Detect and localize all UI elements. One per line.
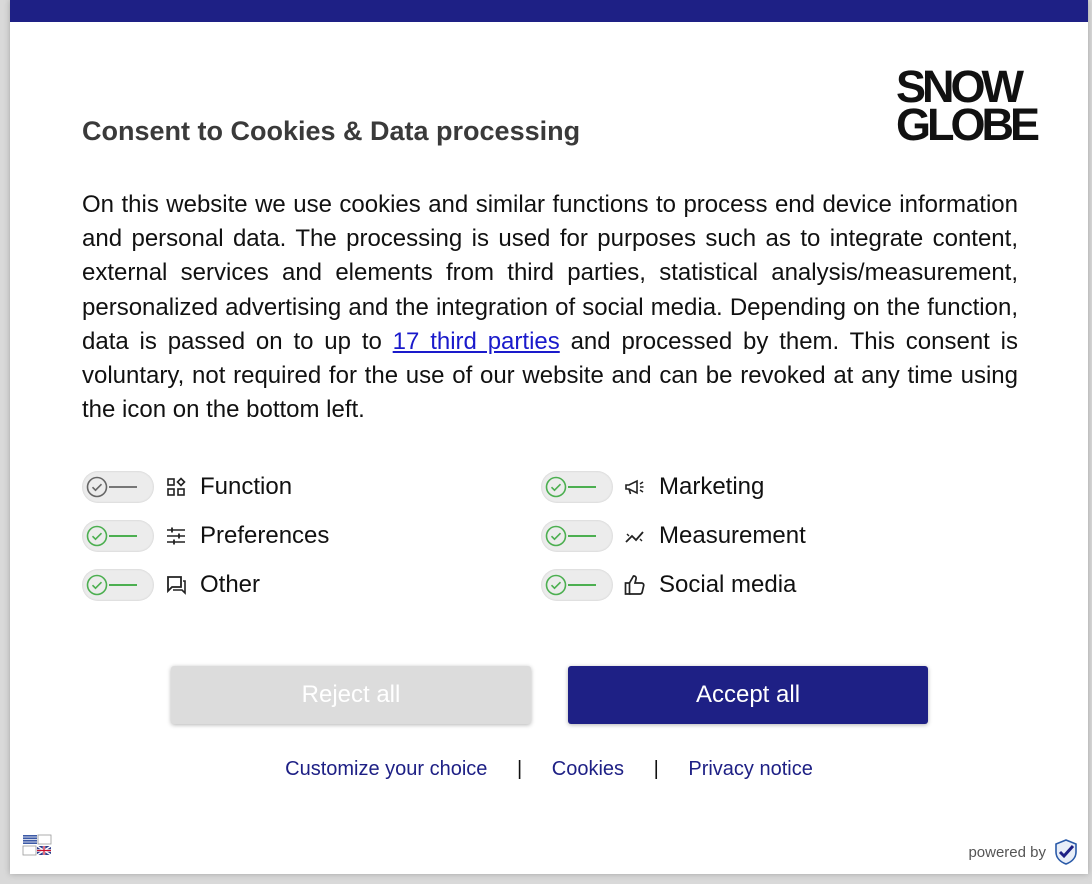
check-circle-icon (545, 574, 567, 596)
cookies-link[interactable]: Cookies (551, 758, 625, 780)
category-social-media (541, 568, 796, 602)
check-circle-icon (545, 476, 567, 498)
check-circle-icon (86, 525, 108, 547)
snow-globe-logo (896, 61, 1046, 150)
category-preferences (82, 519, 329, 553)
category-label-preferences: Preferences (200, 522, 330, 549)
description-text-1: On this website we use cookies and similar functions to process end device information and personal data. The processing is used for purposes such as to integrate content, external services and elements from third parties, statistical analysis/measurement, personalized advertising and the integration of social media. Depending on the function, data is passed on to up to (82, 191, 1018, 355)
consent-manager-check-icon (1052, 838, 1080, 866)
toggle-track-line (568, 584, 596, 586)
privacy-notice-link[interactable]: Privacy notice (688, 758, 813, 780)
toggle-preferences[interactable] (82, 520, 154, 552)
sliders-icon (164, 524, 188, 548)
chart-icon (623, 524, 647, 548)
third-parties-link[interactable]: 17 third parties (392, 327, 560, 355)
logo-line-1: SNOW (896, 61, 1020, 112)
consent-dialog (10, 0, 1088, 874)
link-separator: | (653, 758, 659, 780)
category-label-function: Function (200, 473, 293, 500)
category-function (82, 470, 292, 504)
category-marketing (541, 470, 764, 504)
megaphone-icon (623, 475, 647, 499)
dialog-title: Consent to Cookies & Data processing (82, 116, 581, 146)
top-accent-bar (10, 0, 1088, 22)
category-measurement (541, 519, 806, 553)
toggle-track-line (568, 535, 596, 537)
category-label-measurement: Measurement (659, 522, 806, 549)
customize-choice-link[interactable]: Customize your choice (285, 758, 488, 780)
category-label-social-media: Social media (659, 571, 797, 598)
toggle-social-media[interactable] (541, 569, 613, 601)
reject-all-button[interactable]: Reject all (171, 666, 531, 724)
logo-line-2: GLOBE (896, 99, 1037, 150)
powered-by-text: powered by (968, 843, 1046, 861)
toggle-track-line (568, 486, 596, 488)
check-circle-icon (86, 476, 108, 498)
category-label-other: Other (200, 571, 261, 598)
accept-all-button[interactable]: Accept all (568, 666, 928, 724)
category-other (82, 568, 260, 602)
toggle-marketing[interactable] (541, 471, 613, 503)
check-circle-icon (545, 525, 567, 547)
chat-icon (164, 573, 188, 597)
powered-by (968, 838, 1080, 866)
toggle-track-line (109, 486, 137, 488)
description-text-2: and processed by them. This consent is voluntary, not required for the use of our website and can be revoked at any time using the icon on the bottom left. (82, 327, 1018, 424)
check-circle-icon (86, 574, 108, 596)
footer-links (10, 758, 1088, 781)
language-flags-icon[interactable] (22, 834, 52, 856)
toggle-function[interactable] (82, 471, 154, 503)
toggle-track-line (109, 584, 137, 586)
function-icon (164, 475, 188, 499)
category-label-marketing: Marketing (659, 473, 765, 500)
thumbs-up-icon (623, 573, 647, 597)
toggle-other[interactable] (82, 569, 154, 601)
consent-description (82, 188, 1018, 427)
toggle-measurement[interactable] (541, 520, 613, 552)
toggle-track-line (109, 535, 137, 537)
link-separator: | (517, 758, 523, 780)
